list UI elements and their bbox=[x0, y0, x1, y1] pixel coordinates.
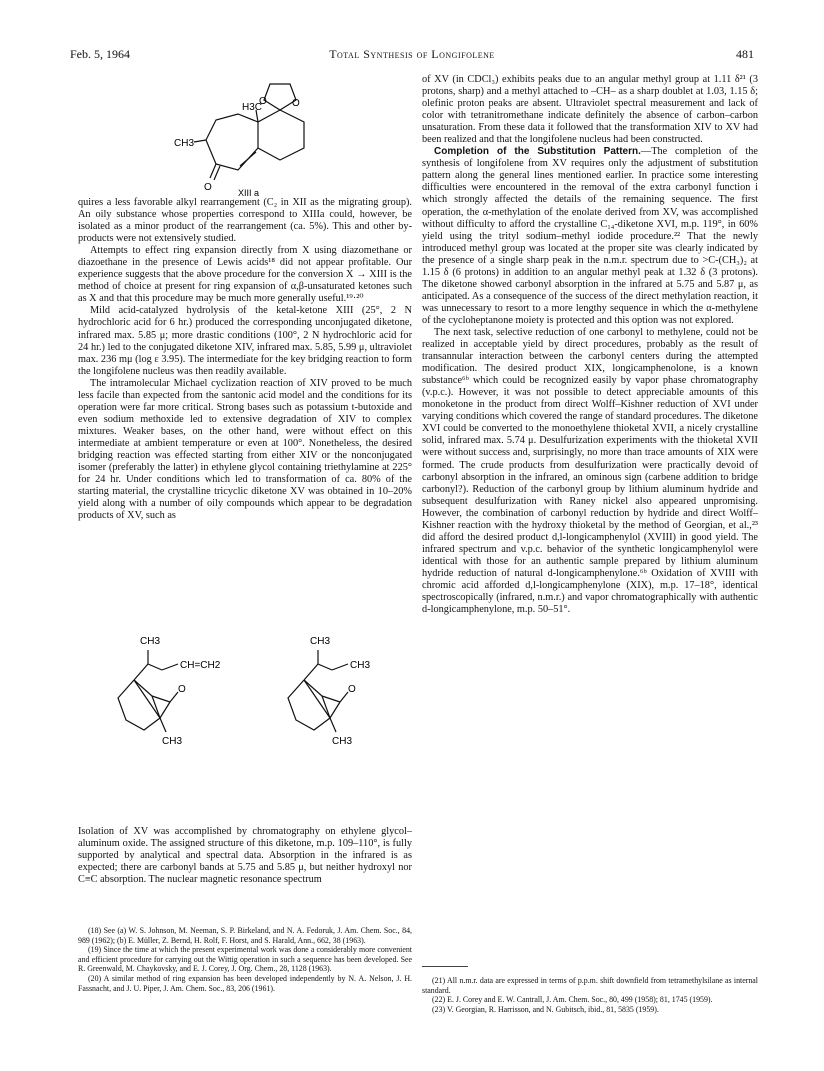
structure-xiiia bbox=[174, 72, 340, 198]
header-date: Feb. 5, 1964 bbox=[70, 47, 130, 61]
paragraph: Attempts to effect ring expansion directly from X using diazomethane or diazoethane in the presence of Lewis acids¹⁸ did not appear profitable. Our experience suggests that the above procedure for the conversion X → XIII is the method of choice at present for ring expansion of α,β-unsaturated ketones such as X and that this procedure may be much more generally useful.¹⁹·²⁰ bbox=[78, 245, 412, 305]
paragraph: The intramolecular Michael cyclization reaction of XIV proved to be much less facile than expected from the santonic acid model and the conditions for its operation were far more critical. Strong bases such as potassium t-butoxide and even sodium methoxide led to extensive degradation of XIV to complex mixtures. Weaker bases, on the other hand, were without effect on this intermediate at ambient temperature or even at 100°. Nonetheless, the desired bridging reaction was effected starting from either XIV or the nonconjugated isomer (preferably the latter) in ethylene glycol containing triethylamine at 225° for 24 hr. Under conditions which led to transformation of ca. 80% of the starting material, the crystalline tricyclic diketone XV was obtained in 10–20% yield along with a number of oily compounds which appear to be degradation products of XV, such as bbox=[78, 377, 412, 522]
right-column bbox=[422, 74, 758, 616]
footnote-21: (21) All n.m.r. data are expressed in terms of p.p.m. shift downfield from tetramethylsilane as internal standard. bbox=[422, 976, 758, 995]
footnote-18: (18) See (a) W. S. Johnson, M. Neeman, S. P. Birkeland, and N. A. Fedoruk, J. Am. Chem. Soc., 84, 989 (1962); (b) E. Müller, Z. Bernd, H. Rolf, F. Horst, and S. Harald, Ann., 662, 38 (1963). bbox=[78, 926, 412, 945]
atom-label-ch3: CH3 bbox=[350, 660, 371, 671]
atom-label-ch3: CH3 bbox=[140, 636, 161, 647]
paragraph: Isolation of XV was accomplished by chromatography on ethylene glycol–aluminum oxide. The assigned structure of this diketone, m.p. 109–110°, is fully supported by analytical and spectral data. Absorption in the infrared is as expected; there are carbonyl bands at 5.75 and 5.85 μ, but neither hydroxyl nor C≡C absorption. The nuclear magnetic resonance spectrum bbox=[78, 826, 412, 886]
footnote-23: (23) V. Georgian, R. Harrisson, and N. Gubitsch, ibid., 81, 5835 (1959). bbox=[432, 1004, 659, 1014]
paragraph-text: —The completion of the synthesis of longifolene from XV requires only the adjustment of substitution pattern along the general lines mentioned earlier. In practice some interesting difficulties were encountered in the removal of the extra carbonyl function i which strongly affected the details of the remaining sequence. The first operation, the α-methylation of the enolate derived from XV, was accomplished without difficulty to afford the crystalline C₁₄-diketone XVI, m.p. 119°, in 60% yield using the trityl sodium–methyl iodide procedure.²² That the newly introduced methyl group was located at the proper site was clearly indicated by the presence of a single sharp peak in the n.m.r. spectrum due to >C-(CH₃)₂ at 1.15 δ (6 protons) in addition to an angular methyl peak at 1.32 δ (3 protons). The diketone showed carbonyl absorption in the infrared at 5.75 and 5.87 μ, as anticipated. As a consequence of the success of the direct methylation reaction, it was unnecessary to resort to a more lengthy sequence in which the α-methylene of the cycloheptanone moiety is protected and this option was not explored. bbox=[422, 146, 758, 326]
atom-label-o-carbonyl: O bbox=[204, 182, 212, 193]
structure-degradation-products bbox=[108, 630, 408, 750]
footnote-rule bbox=[422, 966, 468, 967]
paragraph-substitution bbox=[422, 146, 758, 327]
left-column-continued bbox=[78, 826, 412, 886]
atom-label-o: O bbox=[178, 684, 186, 695]
section-heading: Completion of the Substitution Pattern. bbox=[434, 146, 641, 158]
footnote-19: (19) Since the time at which the present experimental work was done a considerably more convenient and efficient procedure for carrying out the Wittig operation in such a sequence has been developed. See R. Greenwald, M. Chaykovsky, and E. J. Corey, J. Org. Chem., 28, 1128 (1963). bbox=[78, 945, 412, 974]
paragraph: The next task, selective reduction of one carbonyl to methylene, could not be realized in acceptable yield by direct procedures, probably as the result of transannular interaction between the carbonyl centers during the attempted modification. The desired product XIX, longicamphenolone, is a known substance⁶ᵇ which could be recognized easily by vapor phase chromatography (v.p.c.). However, it was not possible to detect appreciable amounts of this monoketone in the product from direct Wolff–Kishner reduction of XVI under varying conditions which covered the range of standard procedures. The diketone XVI could be converted to the monoethylene thioketal XVII, a nicely crystalline solid, infrared max. 5.74 μ. Desulfurization experiments with the thioketal XVII were without success and, surprisingly, no more than trace amounts of XIX were formed. The crude products from desulfurization were practically devoid of carbonyl absorption in the infrared, an ominous sign (carbene addition to bridge carbonyl?). Reduction of the carbonyl group by lithium aluminum hydride and subsequent desulfurization with Raney nickel also appeared unpromising. However, the combination of carbonyl reduction by hydride and direct Wolff–Kishner reaction with the hydroxy thioketal by the method of Georgian, et al.,²³ did afford the desired product d,l-longicamphenylol (XVIII) in good yield. The infrared spectrum and v.p.c. behavior of the synthetic longicamphenylol were identical with those for an authentic sample prepared by lithium aluminum hydride reduction of natural d-longicamphenylone.⁶ᵇ Oxidation of XVIII with chromic acid afforded d,l-longicamphenylone (XIX), m.p. 17–18°, identical spectroscopically (infrared, n.m.r.) and vapor chromatographically with authentic d-longicamphenylone, m.p. 50–51°. bbox=[422, 326, 758, 616]
atom-label-ch3: CH3 bbox=[310, 636, 331, 647]
footnote-22: (22) E. J. Corey and E. W. Cantrall, J. Am. Chem. Soc., 80, 499 (1958); 81, 1745 (1959). bbox=[432, 995, 713, 1005]
left-column bbox=[78, 197, 412, 522]
footnotes-right bbox=[422, 976, 758, 1014]
atom-label-ch3: CH3 bbox=[174, 138, 195, 149]
atom-label-vinyl: CH=CH2 bbox=[180, 660, 221, 671]
atom-label-h3c: H3C bbox=[242, 102, 263, 113]
header-title: Total Synthesis of Longifolene bbox=[329, 47, 495, 61]
atom-label-ch3: CH3 bbox=[162, 736, 183, 747]
atom-label-ch3: CH3 bbox=[332, 736, 353, 747]
paragraph: Mild acid-catalyzed hydrolysis of the ketal-ketone XIII (25°, 2 N hydrochloric acid for 6 hr.) produced the corresponding unconjugated diketone, infrared max. 5.85 μ; more drastic conditions (100°, 2 N hydrochloric acid for 24 hr.) led to the conjugated diketone XIV, infrared max. 5.85, 5.99 μ, ultraviolet max. 236 mμ (log ε 3.95). The intermediate for the key bridging reaction to form the longifolene nucleus was then readily available. bbox=[78, 305, 412, 377]
paragraph: quires a less favorable alkyl rearrangement (C₂ in XII as the migrating group). An oily substance whose properties correspond to XIIIa could, however, be isolated as a minor product of the rearrangement (ca. 5%). This and other by-products were not extensively studied. bbox=[78, 197, 412, 245]
compound-label-xiiia: XIII a bbox=[238, 188, 260, 198]
footnote-20: (20) A similar method of ring expansion has been developed independently by N. A. Nelson, J. H. Fassnacht, and J. U. Piper, J. Am. Chem. Soc., 83, 206 (1961). bbox=[78, 973, 412, 993]
footnotes-left bbox=[78, 926, 412, 993]
header-page-number: 481 bbox=[736, 47, 754, 61]
atom-label-o-1: O bbox=[259, 96, 267, 107]
paragraph: of XV (in CDCl₃) exhibits peaks due to an angular methyl group at 1.11 δ²¹ (3 protons, sharp) and a methyl attached to –CH– as a sharp doublet at 1.03, 1.15 δ; olefinic proton peaks are absent. Ultraviolet spectral measurement and lack of color with tetranitromethane indicate definitely the absence of carbon–carbon unsaturation. From these data it followed that the transformation XIV to XV had been realized and that the longifolene nucleus had been constructed. bbox=[422, 74, 758, 146]
running-header bbox=[70, 47, 754, 65]
atom-label-o-2: O bbox=[292, 98, 300, 109]
atom-label-o: O bbox=[348, 684, 356, 695]
